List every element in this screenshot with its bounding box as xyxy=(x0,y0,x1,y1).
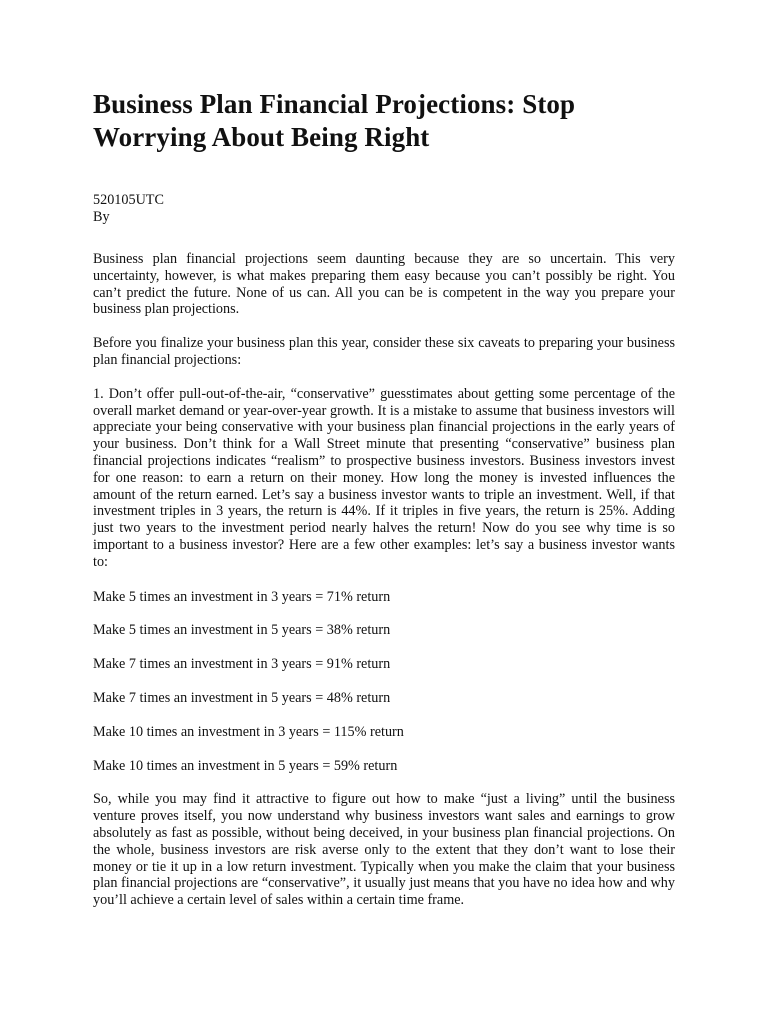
example-item: Make 10 times an investment in 5 years = 59% return xyxy=(93,757,398,774)
document-byline: By xyxy=(93,209,110,225)
example-item: Make 5 times an investment in 5 years = 38% return xyxy=(93,622,391,639)
paragraph-intro: Business plan financial projections seem daunting because they are so uncertain. This very uncertainty, however, is what makes preparing them easy because you can’t possibly be right. You can’t predict the future. None of us can. All you can be is competent in the way you prepare your business plan projections. xyxy=(93,251,675,318)
examples-list xyxy=(93,589,675,775)
example-item: Make 5 times an investment in 3 years = 71% return xyxy=(93,588,391,605)
document-date: 520105UTC xyxy=(93,192,164,208)
paragraph-point-1: 1. Don’t offer pull-out-of-the-air, “conservative” guesstimates about getting some percentage of the overall market demand or year-over-year growth. It is a mistake to assume that business investors will appreciate your being conservative with your business plan financial projections in the early years of your business. Don’t think for a Wall Street minute that presenting “conservative” business plan financial projections indicates “realism” to prospective business investors. Business investors invest for one reason: to earn a return on their money. How long the money is invested influences the amount of the return earned. Let’s say a business investor wants to triple an investment. Well, if that investment triples in 3 years, the return is 44%. If it triples in five years, the return is 25%. Adding just two years to the investment period nearly halves the return! Now do you see why time is so important to a business investor? Here are a few other examples: let’s say a business investor wants to: xyxy=(93,385,675,570)
example-item: Make 7 times an investment in 5 years = 48% return xyxy=(93,689,391,706)
document-title xyxy=(93,88,675,154)
example-item: Make 10 times an investment in 3 years = 115% return xyxy=(93,723,404,740)
paragraph-caveats: Before you finalize your business plan this year, consider these six caveats to preparing your business plan financial projections: xyxy=(93,335,675,368)
title-line-1: Business Plan Financial Projections: Stop xyxy=(93,89,576,119)
title-line-2: Worrying About Being Right xyxy=(93,122,430,152)
document-meta xyxy=(93,192,675,226)
paragraph-closing: So, while you may find it attractive to figure out how to make “just a living” until the business venture proves itself, you now understand why business investors want sales and earnings to grow absolutely as fast as possible, without being deceived, in your business plan financial projections. On the whole, business investors are risk averse only to the extent that they don’t want to lose their money or tie it up in a low return investment. Typically when you make the claim that your business plan financial projections are “conservative”, it usually just means that you have no idea how and why you’ll achieve a certain level of sales within a certain time frame. xyxy=(93,791,675,909)
example-item: Make 7 times an investment in 3 years = 91% return xyxy=(93,656,391,673)
